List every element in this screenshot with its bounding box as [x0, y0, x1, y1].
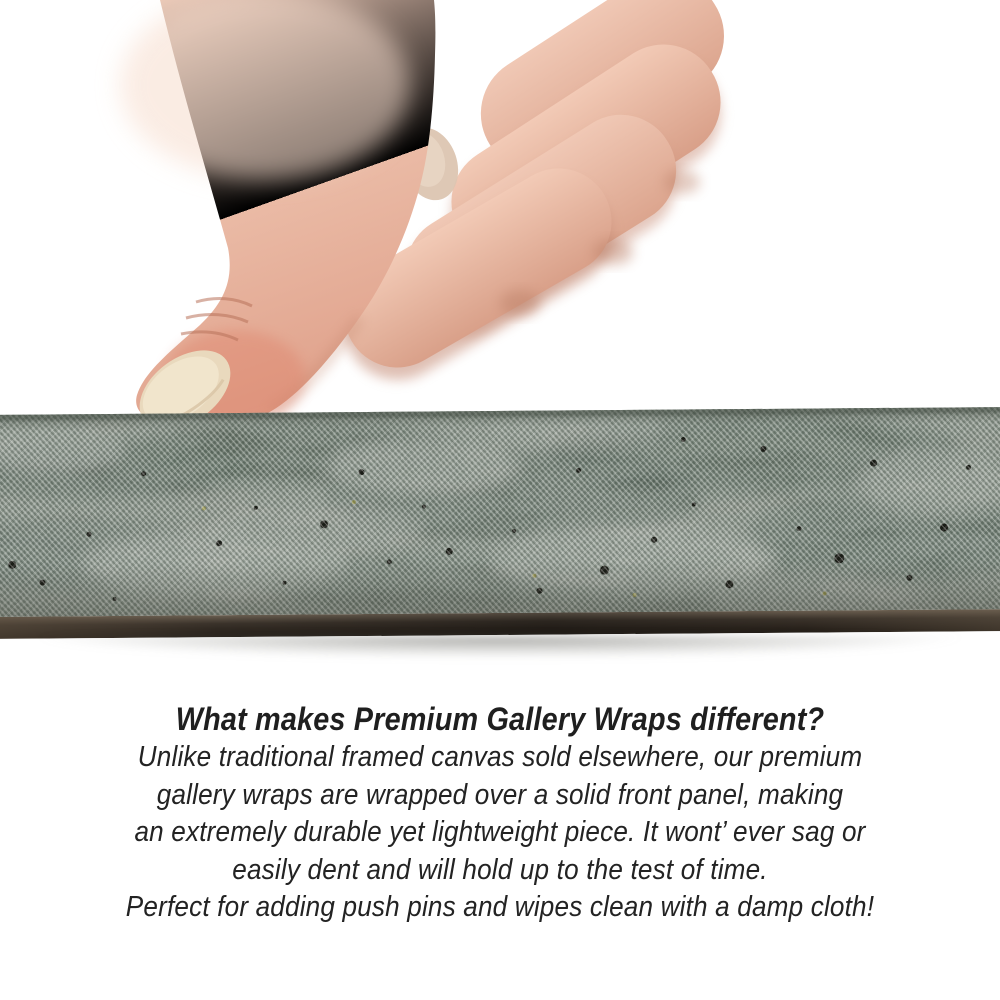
body-line-1: Unlike traditional framed canvas sold elsewhere, our premium	[137, 741, 863, 773]
headline: What makes Premium Gallery Wraps different?	[175, 701, 825, 737]
canvas-edge-strip	[0, 407, 1000, 639]
hand-thumb-press-icon	[0, 0, 1000, 450]
body-line-4: easily dent and will hold up to the test of time.	[232, 853, 768, 886]
drop-shadow	[0, 636, 1000, 658]
body-line-5: Perfect for adding push pins and wipes clean with a damp cloth!	[125, 891, 875, 923]
hand-photo	[0, 0, 1000, 450]
thumb-and-palm	[120, 0, 435, 446]
body-line-3: an extremely durable yet lightweight piece. It wont’ ever sag or	[134, 816, 866, 848]
body-line-2: gallery wraps are wrapped over a solid front panel, making	[156, 778, 844, 811]
marketing-copy	[0, 699, 1000, 927]
canvas-lower-shading	[0, 557, 1000, 617]
